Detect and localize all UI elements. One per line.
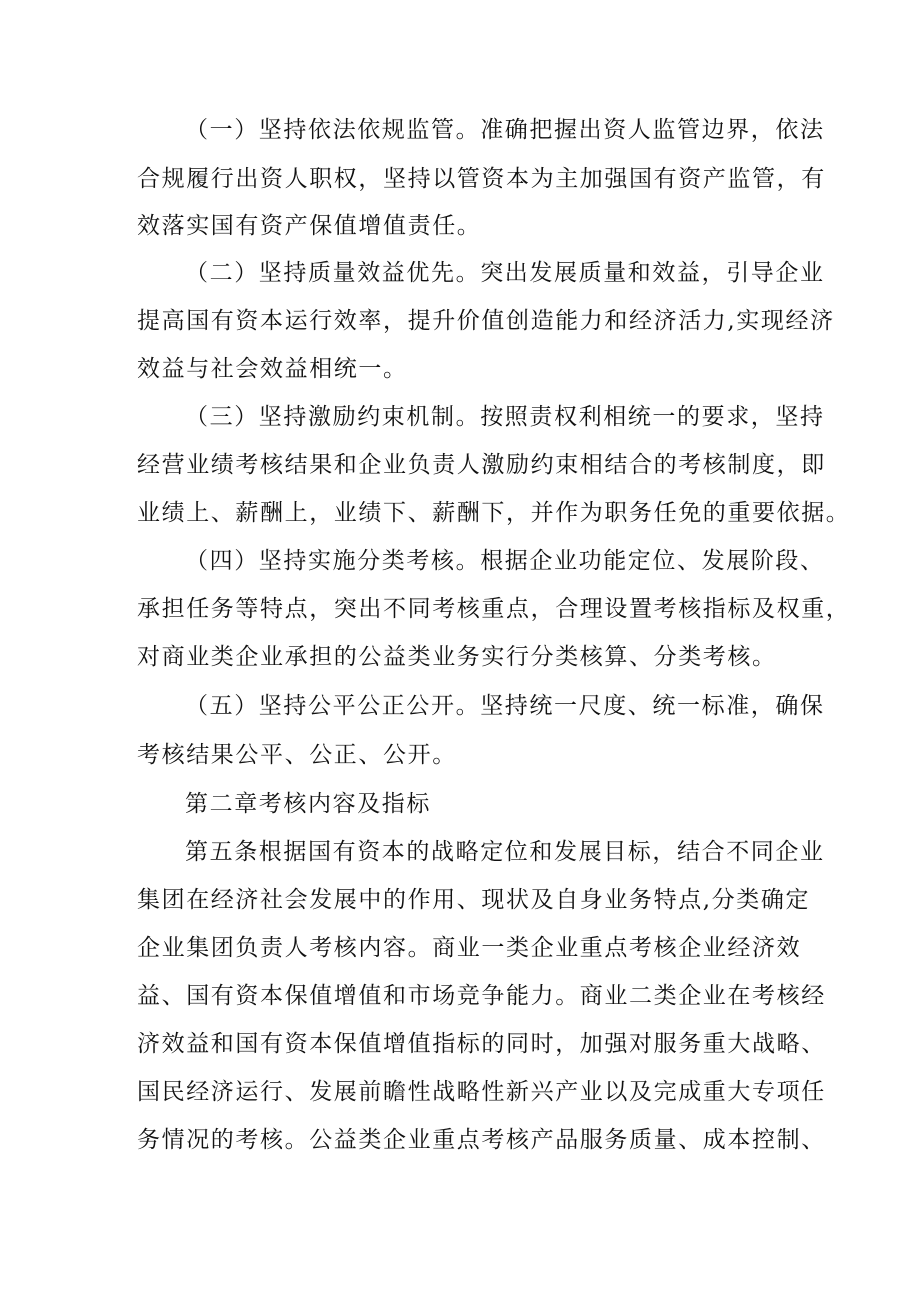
text-line: 合规履行出资人职权，坚持以管资本为主加强国有资产监管，有 [137, 166, 826, 192]
text-line: （五）坚持公平公正公开。坚持统一尺度、统一标准，确保 [185, 693, 825, 719]
text-line: 经营业绩考核结果和企业负责人激励约束相结合的考核制度，即 [137, 452, 826, 478]
text-line: 国民经济运行、发展前瞻性战略性新兴产业以及完成重大专项任 [137, 1079, 826, 1105]
text-line: 济效益和国有资本保值增值指标的同时，加强对服务重大战略、 [137, 1031, 826, 1057]
text-line: 对商业类企业承担的公益类业务实行分类核算、分类考核。 [137, 644, 777, 670]
text-line: 效落实国有资产保值增值责任。 [137, 213, 482, 239]
text-line: 第五条根据国有资本的战略定位和发展目标，结合不同企业 [185, 839, 825, 865]
text-line: 务情况的考核。公益类企业重点考核产品服务质量、成本控制、 [137, 1127, 826, 1153]
chapter-title: 第二章考核内容及指标 [185, 791, 431, 817]
text-line: 承担任务等特点，突出不同考核重点，合理设置考核指标及权重， [137, 596, 851, 622]
text-line: （三）坚持激励约束机制。按照责权利相统一的要求，坚持 [185, 404, 825, 430]
text-line: 集团在经济社会发展中的作用、现状及自身业务特点,分类确定 [137, 887, 811, 913]
text-line: 效益与社会效益相统一。 [137, 356, 408, 382]
text-line: （二）坚持质量效益优先。突出发展质量和效益，引导企业 [185, 260, 825, 286]
text-line: 业绩上、薪酬上，业绩下、薪酬下，并作为职务任免的重要依据。 [137, 500, 851, 526]
text-line: 考核结果公平、公正、公开。 [137, 742, 457, 768]
text-line: 企业集团负责人考核内容。商业一类企业重点考核企业经济效 [137, 935, 802, 961]
text-line: 益、国有资本保值增值和市场竞争能力。商业二类企业在考核经 [137, 983, 826, 1009]
text-line: 提高国有资本运行效率，提升价值创造能力和经济活力,实现经济 [137, 308, 835, 334]
text-line: （一）坚持依法依规监管。准确把握出资人监管边界，依法 [185, 117, 825, 143]
text-line: （四）坚持实施分类考核。根据企业功能定位、发展阶段、 [185, 548, 825, 574]
